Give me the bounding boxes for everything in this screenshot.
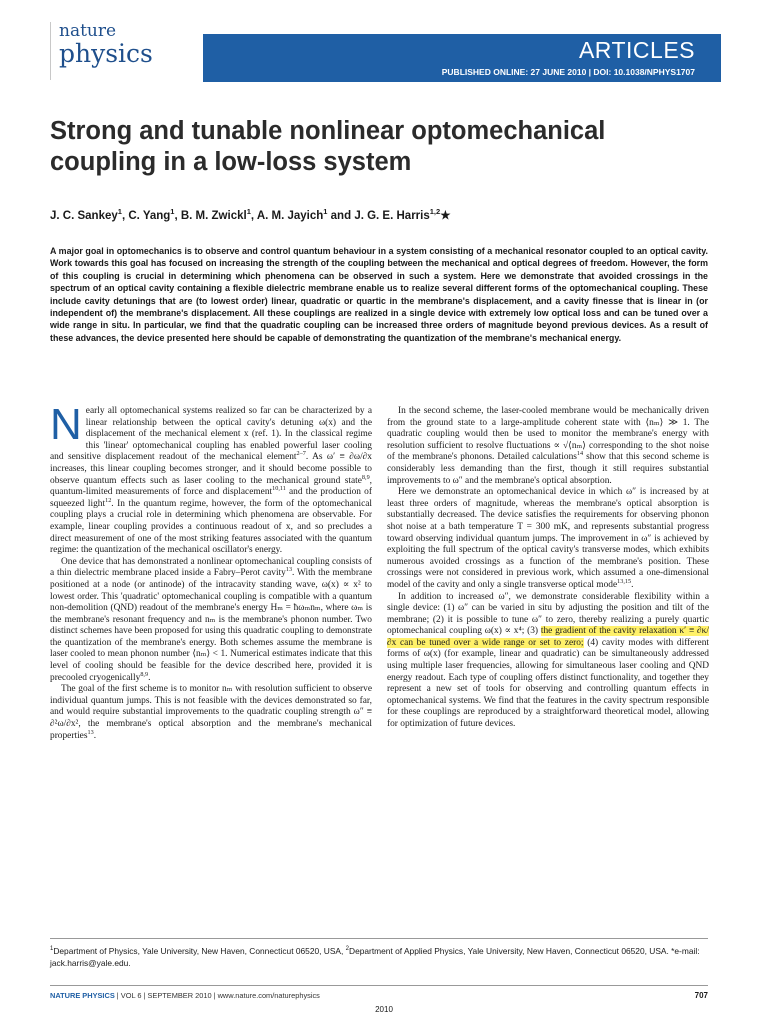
- author-name[interactable]: J. G. E. Harris: [354, 209, 430, 222]
- reference-link[interactable]: 8,9: [361, 473, 370, 481]
- paragraph-text: In addition to increased ω″, we demonstrate considerable flexibility within a single device: (1) ω″ can be varied in situ by adjusting the position and tilt of the membrane; (2) it is possible to tune ω″ to zero, thereby realizing a purely quartic optomechanical coupling ω(x) ∝ x⁴; (3): [387, 591, 709, 637]
- logo-line-physics: physics: [59, 39, 153, 68]
- footer-journal: NATURE PHYSICS: [50, 991, 115, 1000]
- journal-logo: [50, 22, 162, 80]
- body-column-right: [387, 406, 709, 731]
- paragraph-text: , quantum-limited measurements of force and displacement: [50, 475, 372, 498]
- author-affiliation: 1: [323, 207, 328, 216]
- paragraph-text: (4) cavity modes with different forms of ω(x) (for example, linear and quadratic) can be simultaneously addressed using multiple laser frequencies, allowing for simultaneous laser cooling and QND energy readout. Each type of coupling offers distinct functionality, and together they represent a new set of tools for observing and controlling quantum effects in optomechanical systems. We find that the features in the cavity spectrum responsible for these couplings are reproduced by a straightforward theoretical model, allowing for optimization of future devices.: [387, 637, 710, 730]
- author-affiliation: 1: [246, 207, 251, 216]
- footer-details: | VOL 6 | SEPTEMBER 2010 | www.nature.com/naturephysics: [114, 991, 320, 1000]
- paragraph-text: The goal of the first scheme is to monitor nₘ with resolution sufficient to observe individual quantum jumps. This is not feasible with the devices demonstrated so far, and would require substantial improvements to the quadratic coupling strength ω″ ≡ ∂²ω/∂x², the membrane's optical absorption and the membrane's mechanical properties: [50, 684, 372, 741]
- paragraph-text: .: [148, 672, 151, 683]
- logo-line-nature: nature: [59, 21, 117, 41]
- doi-link[interactable]: DOI: 10.1038/NPHYS1707: [593, 67, 695, 77]
- paragraph-text: In the second scheme, the laser-cooled membrane would be mechanically driven from the ground state to a large-amplitude coherent state with ⟨nₘ⟩ ≫ 1. The quadratic coupling would then be used to monitor the membrane's energy with resolution sufficient to resolve fluctuations ∝ √⟨nₘ⟩ corresponding to the shot noise of the membrane's phonons. Detailed calculations: [387, 406, 709, 463]
- body-paragraph: [50, 557, 372, 685]
- body-paragraph: [387, 487, 709, 591]
- author-name[interactable]: J. C. Sankey: [50, 209, 118, 222]
- section-banner: [203, 34, 721, 64]
- footer-divider: [50, 985, 708, 986]
- body-paragraph: [387, 406, 709, 487]
- author-name[interactable]: A. M. Jayich: [256, 209, 324, 222]
- highlighted-text[interactable]: the gradient of the cavity relaxation κ′ ≡ ∂κ/∂x can be tuned over a wide range or set to zero;: [387, 626, 709, 648]
- footer-year: 2010: [375, 1005, 393, 1014]
- reference-link[interactable]: 2–7: [296, 450, 306, 458]
- body-paragraph: [50, 684, 372, 742]
- page-number: 707: [694, 991, 708, 1000]
- author-name[interactable]: C. Yang: [128, 209, 171, 222]
- reference-link[interactable]: 13: [87, 728, 94, 736]
- author-affiliation: 1,2: [429, 207, 441, 216]
- paragraph-text: Here we demonstrate an optomechanical device in which ω″ is increased by at least three orders of magnitude, whereas the membrane's optical absorption is substantially decreased. The device satisfies the requirements for observing phonon shot noise at a bath temperature T = 300 mK, and represents substantial progress toward observing individual quantum jumps. The improvement in ω″ is achieved by exploiting the full spectrum of the optical cavity's transverse modes, which exhibits numerous avoided crossings as a function of the membrane's position. These crossings were not considered in previous work, which assumed a one-dimensional model of the cavity and only a single transverse optical mode: [387, 487, 709, 590]
- author-affiliation: 1: [117, 207, 122, 216]
- paragraph-text: early all optomechanical systems realized so far can be characterized by a linear relationship between the optical cavity's detuning ω(x) and the displacement of the mechanical element x (ref. 1). In the classical regime this 'linear' optomechanical coupling has enabled powerful laser cooling and sensitive displacement readout of the mechanical element: [50, 406, 372, 463]
- reference-link[interactable]: 10,11: [272, 485, 286, 493]
- reference-link[interactable]: 13: [285, 566, 293, 574]
- body-paragraph: [50, 400, 372, 557]
- published-date: PUBLISHED ONLINE: 27 JUNE 2010: [441, 67, 587, 77]
- author-name[interactable]: B. M. Zwickl: [180, 209, 247, 222]
- affiliation-number: 2: [345, 946, 350, 952]
- article-title: Strong and tunable nonlinear optomechanical coupling in a low-loss system: [50, 117, 606, 176]
- paragraph-text: .: [631, 579, 634, 590]
- reference-link[interactable]: 12: [105, 496, 112, 504]
- footer-citation: [50, 991, 320, 1000]
- reference-link[interactable]: 14: [576, 450, 584, 458]
- drop-cap: N: [50, 400, 82, 449]
- reference-link[interactable]: 13,15: [617, 577, 632, 585]
- footnote-divider: [50, 938, 708, 939]
- abstract: A major goal in optomechanics is to observe and control quantum behaviour in a system consisting of a mechanical resonator coupled to an optical cavity. Work towards this goal has focused on increasing the strength of the coupling between the mechanical and optical degrees of freedom. However, the form of this coupling is crucial in determining which phenomena can be observed in such a system. Here we demonstrate that avoided crossings in the spectrum of an optical cavity containing a flexible dielectric membrane enable us to realize several different forms of the optomechanical coupling. These include cavity detunings that are (to lowest order) linear, quadratic or quartic in the membrane's displacement, and a cavity finesse that is linear in (or independent of) the membrane's displacement. All these couplings are realized in a single device with extremely low optical loss and can be tuned over a wide range in situ. In particular, we find that the quadratic coupling can be increased three orders of magnitude beyond previous devices. As a result of these advances, the device presented here should be capable of demonstrating the quantization of the membrane's mechanical energy.: [50, 246, 708, 343]
- publication-line: [203, 64, 721, 82]
- affiliations-footnote: [50, 943, 708, 969]
- reference-link[interactable]: 8,9: [140, 670, 149, 678]
- body-column-left: [50, 400, 372, 742]
- paragraph-text: . As ω′ ≡ ∂ω/∂x increases, this linear coupling becomes stronger, and it should become possible to observe quantum effects such as laser cooling to the mechanical ground state: [50, 452, 372, 486]
- affiliation-text: Department of Applied Physics, Yale University, New Haven, Connecticut 06520, USA. *e-mail: jack.harris@yale.edu.: [50, 945, 700, 968]
- publication-separator: |: [586, 67, 594, 77]
- author-affiliation: 1: [170, 207, 175, 216]
- paragraph-text: . In the quantum regime, however, the form of the optomechanical coupling plays a crucial role in determining which phenomena are observable. For example, linear coupling provides a continuous readout of x, and so precludes a direct measurement of one of the most striking features associated with the quantum regime: the quantization of the mechanical oscillator's energy.: [50, 498, 372, 556]
- paragraph-text: .: [93, 730, 97, 741]
- corresponding-star-icon: ★: [440, 209, 451, 222]
- paragraph-text: One device that has demonstrated a nonlinear optomechanical coupling consists of a thin dielectric membrane placed inside a Fabry–Perot cavity: [50, 556, 372, 579]
- affiliation-number: 1: [50, 946, 54, 952]
- author-list: J. C. Sankey$^1$, C. Yang$^1$, B. M. Zwickl$^1$, A. M. Jayich$^1$ and J. G. E. Harris$^{1,2}$★: [50, 207, 451, 222]
- paragraph-text: and the production of squeezed light: [50, 487, 372, 509]
- section-label: ARTICLES: [578, 37, 695, 63]
- paragraph-text: . With the membrane positioned at a node (or antinode) of the intracavity standing wave, ω(x) ∝ x² to lowest order. This 'quadratic' optomechanical coupling is compatible with a quantum non-demolition (QND) readout of the membrane's energy Hₘ = ħωₘnₘ, where ωₘ is the membrane's resonant frequency and nₘ is the membrane's phonon number. Two distinct schemes have been proposed for using this quadratic coupling to demonstrate the quantization of the membrane's energy. Both schemes assume the membrane is laser cooled to mean phonon number ⟨nₘ⟩ < 1. Numerical estimates indicate that this level of cooling should be feasible for the device described here, provided it is precooled cryogenically: [50, 568, 372, 683]
- affiliation-text: Department of Physics, Yale University, New Haven, Connecticut 06520, USA,: [53, 945, 346, 956]
- body-paragraph: [387, 592, 709, 731]
- paragraph-text: show that this second scheme is considerably less demanding than the first, though it still requires substantial improvements to ω″ and the membrane's optical absorption.: [387, 452, 709, 486]
